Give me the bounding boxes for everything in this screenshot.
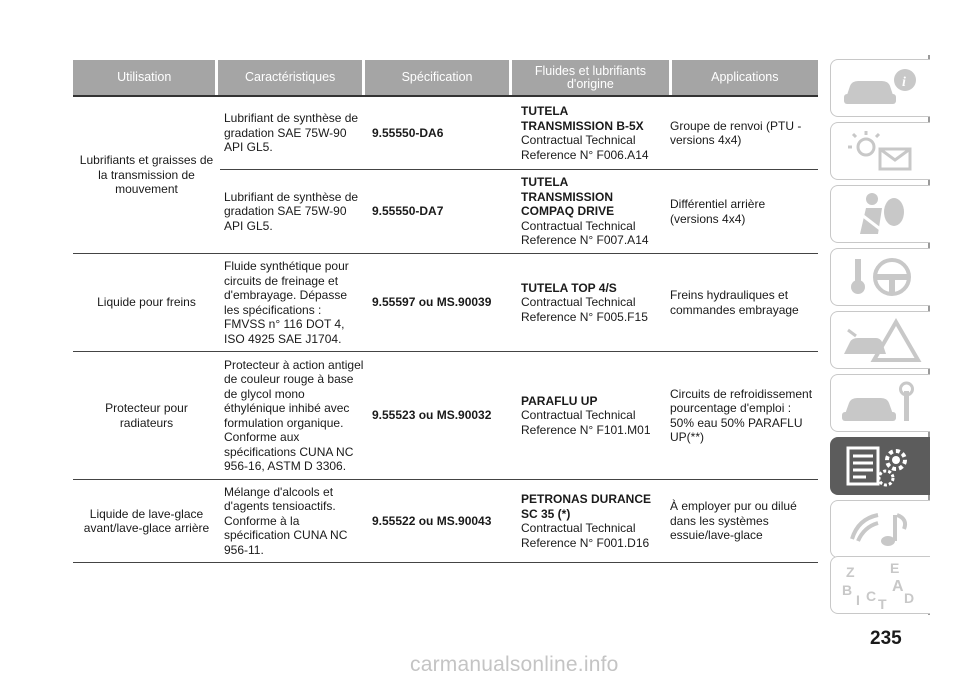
svg-text:i: i	[901, 75, 906, 90]
fluid-cell	[517, 254, 666, 351]
fluid-reference: Contractual Technical Reference N° F007.A14	[521, 218, 649, 248]
warning-lights-icon	[838, 127, 924, 175]
table-row	[73, 253, 818, 351]
tab-car-info[interactable]	[830, 59, 930, 117]
usage-cell: Liquide pour freins	[97, 295, 196, 310]
svg-text:E: E	[889, 561, 899, 576]
fluid-cell	[517, 480, 666, 562]
characteristics-cell: Lubrifiant de synthèse de gradation SAE 75W-90 API GL5.	[224, 189, 359, 233]
fluid-reference: Contractual Technical Reference N° F001.D16	[521, 521, 650, 550]
watermark: carmanualsonline.info	[410, 653, 619, 676]
application-cell: Freins hydrauliques et commandes embrayage	[670, 288, 799, 317]
tab-technical-data[interactable]	[830, 437, 930, 495]
fluid-name: PARAFLU UP	[521, 393, 598, 408]
svg-text:T: T	[877, 596, 887, 609]
specification-cell: 9.55597 ou MS.90039	[372, 295, 492, 310]
svg-text:C: C	[865, 588, 876, 604]
car-info-icon	[838, 64, 924, 112]
header-specification: Spécification	[365, 60, 509, 95]
technical-data-icon	[838, 442, 924, 490]
page-number: 235	[870, 628, 902, 649]
tab-index[interactable]	[830, 556, 930, 614]
header-characteristics: Caractéristiques	[218, 60, 361, 95]
characteristics-cell: Lubrifiant de synthèse de gradation SAE 75W-90 API GL5.	[224, 111, 359, 155]
application-cell: À employer pur ou dilué dans les systèmes essuie/lave-glace	[670, 499, 797, 543]
svg-text:B: B	[841, 582, 852, 598]
table-header	[73, 60, 818, 95]
characteristics-cell: Mélange d'alcools et d'agents tensioactifs. Conforme à la spécification CUNA NC 956-11.	[224, 484, 348, 557]
svg-text:Z: Z	[845, 564, 855, 580]
application-cell: Groupe de renvoi (PTU - versions 4x4)	[670, 118, 802, 147]
fluid-name: TUTELA TRANSMISSION B-5X	[521, 104, 644, 133]
fluid-cell	[517, 170, 666, 253]
table-subrow	[220, 97, 818, 169]
multimedia-icon	[838, 505, 924, 553]
table-row	[73, 95, 818, 253]
fluid-reference: Contractual Technical Reference N° F101.M01	[521, 408, 651, 437]
key-steering-icon	[838, 253, 924, 301]
index-icon	[838, 561, 924, 609]
specification-cell: 9.55550-DA6	[372, 125, 444, 140]
usage-cell: Liquide de lave-glace avant/lave-glace arrière	[83, 506, 210, 535]
tab-key-steering[interactable]	[830, 248, 930, 306]
specification-cell: 9.55523 ou MS.90032	[372, 408, 492, 423]
specification-cell: 9.55550-DA7	[372, 204, 444, 219]
application-cell: Différentiel arrière (versions 4x4)	[670, 197, 766, 226]
svg-text:A: A	[891, 578, 904, 595]
header-fluids: Fluides et lubrifiants d'origine	[512, 60, 668, 95]
header-usage: Utilisation	[73, 60, 215, 95]
characteristics-cell: Fluide synthétique pour circuits de freinage et d'embrayage. Dépasse les spécifications : FMVSS n° 116 DOT 4, ISO 4925 SAE J1704.	[224, 259, 349, 346]
application-cell: Circuits de refroidissement pourcentage d'emploi : 50% eau 50% PARAFLU UP(**)	[670, 386, 813, 444]
table-row	[73, 479, 818, 563]
fluid-name: PETRONAS DURANCE SC 35 (*)	[521, 492, 652, 521]
characteristics-cell: Protecteur à action antigel de couleur rouge à base de glycol mono éthylénique inhibé avec formulation organique. Conforme aux spécifications CUNA NC 956-16, ASTM D 3306.	[224, 357, 364, 473]
fluid-name: TUTELA TRANSMISSION COMPAQ DRIVE	[521, 175, 615, 219]
tab-emergency[interactable]	[830, 311, 930, 369]
fluid-cell	[517, 97, 666, 169]
airbag-safety-icon	[838, 190, 924, 238]
tab-multimedia[interactable]	[830, 500, 930, 558]
fluid-cell	[517, 352, 666, 479]
usage-cell: Lubrifiants et graisses de la transmission de mouvement	[79, 153, 214, 197]
tab-warning-lights[interactable]	[830, 122, 930, 180]
specification-cell: 9.55522 ou MS.90043	[372, 513, 492, 528]
svg-text:D: D	[903, 590, 914, 606]
fluids-table	[73, 60, 818, 563]
emergency-icon	[838, 316, 924, 364]
tab-maintenance[interactable]	[830, 374, 930, 432]
usage-cell: Protecteur pour radiateurs	[105, 401, 188, 430]
header-applications: Applications	[672, 60, 818, 95]
fluid-reference: Contractual Technical Reference N° F006.A14	[521, 133, 649, 162]
fluid-name: TUTELA TOP 4/S	[521, 280, 617, 295]
maintenance-icon	[838, 379, 924, 427]
fluid-reference: Contractual Technical Reference N° F005.F15	[521, 295, 648, 324]
table-row	[73, 351, 818, 479]
table-subrow	[220, 169, 818, 253]
svg-text:I: I	[855, 592, 860, 608]
tab-airbag-safety[interactable]	[830, 185, 930, 243]
